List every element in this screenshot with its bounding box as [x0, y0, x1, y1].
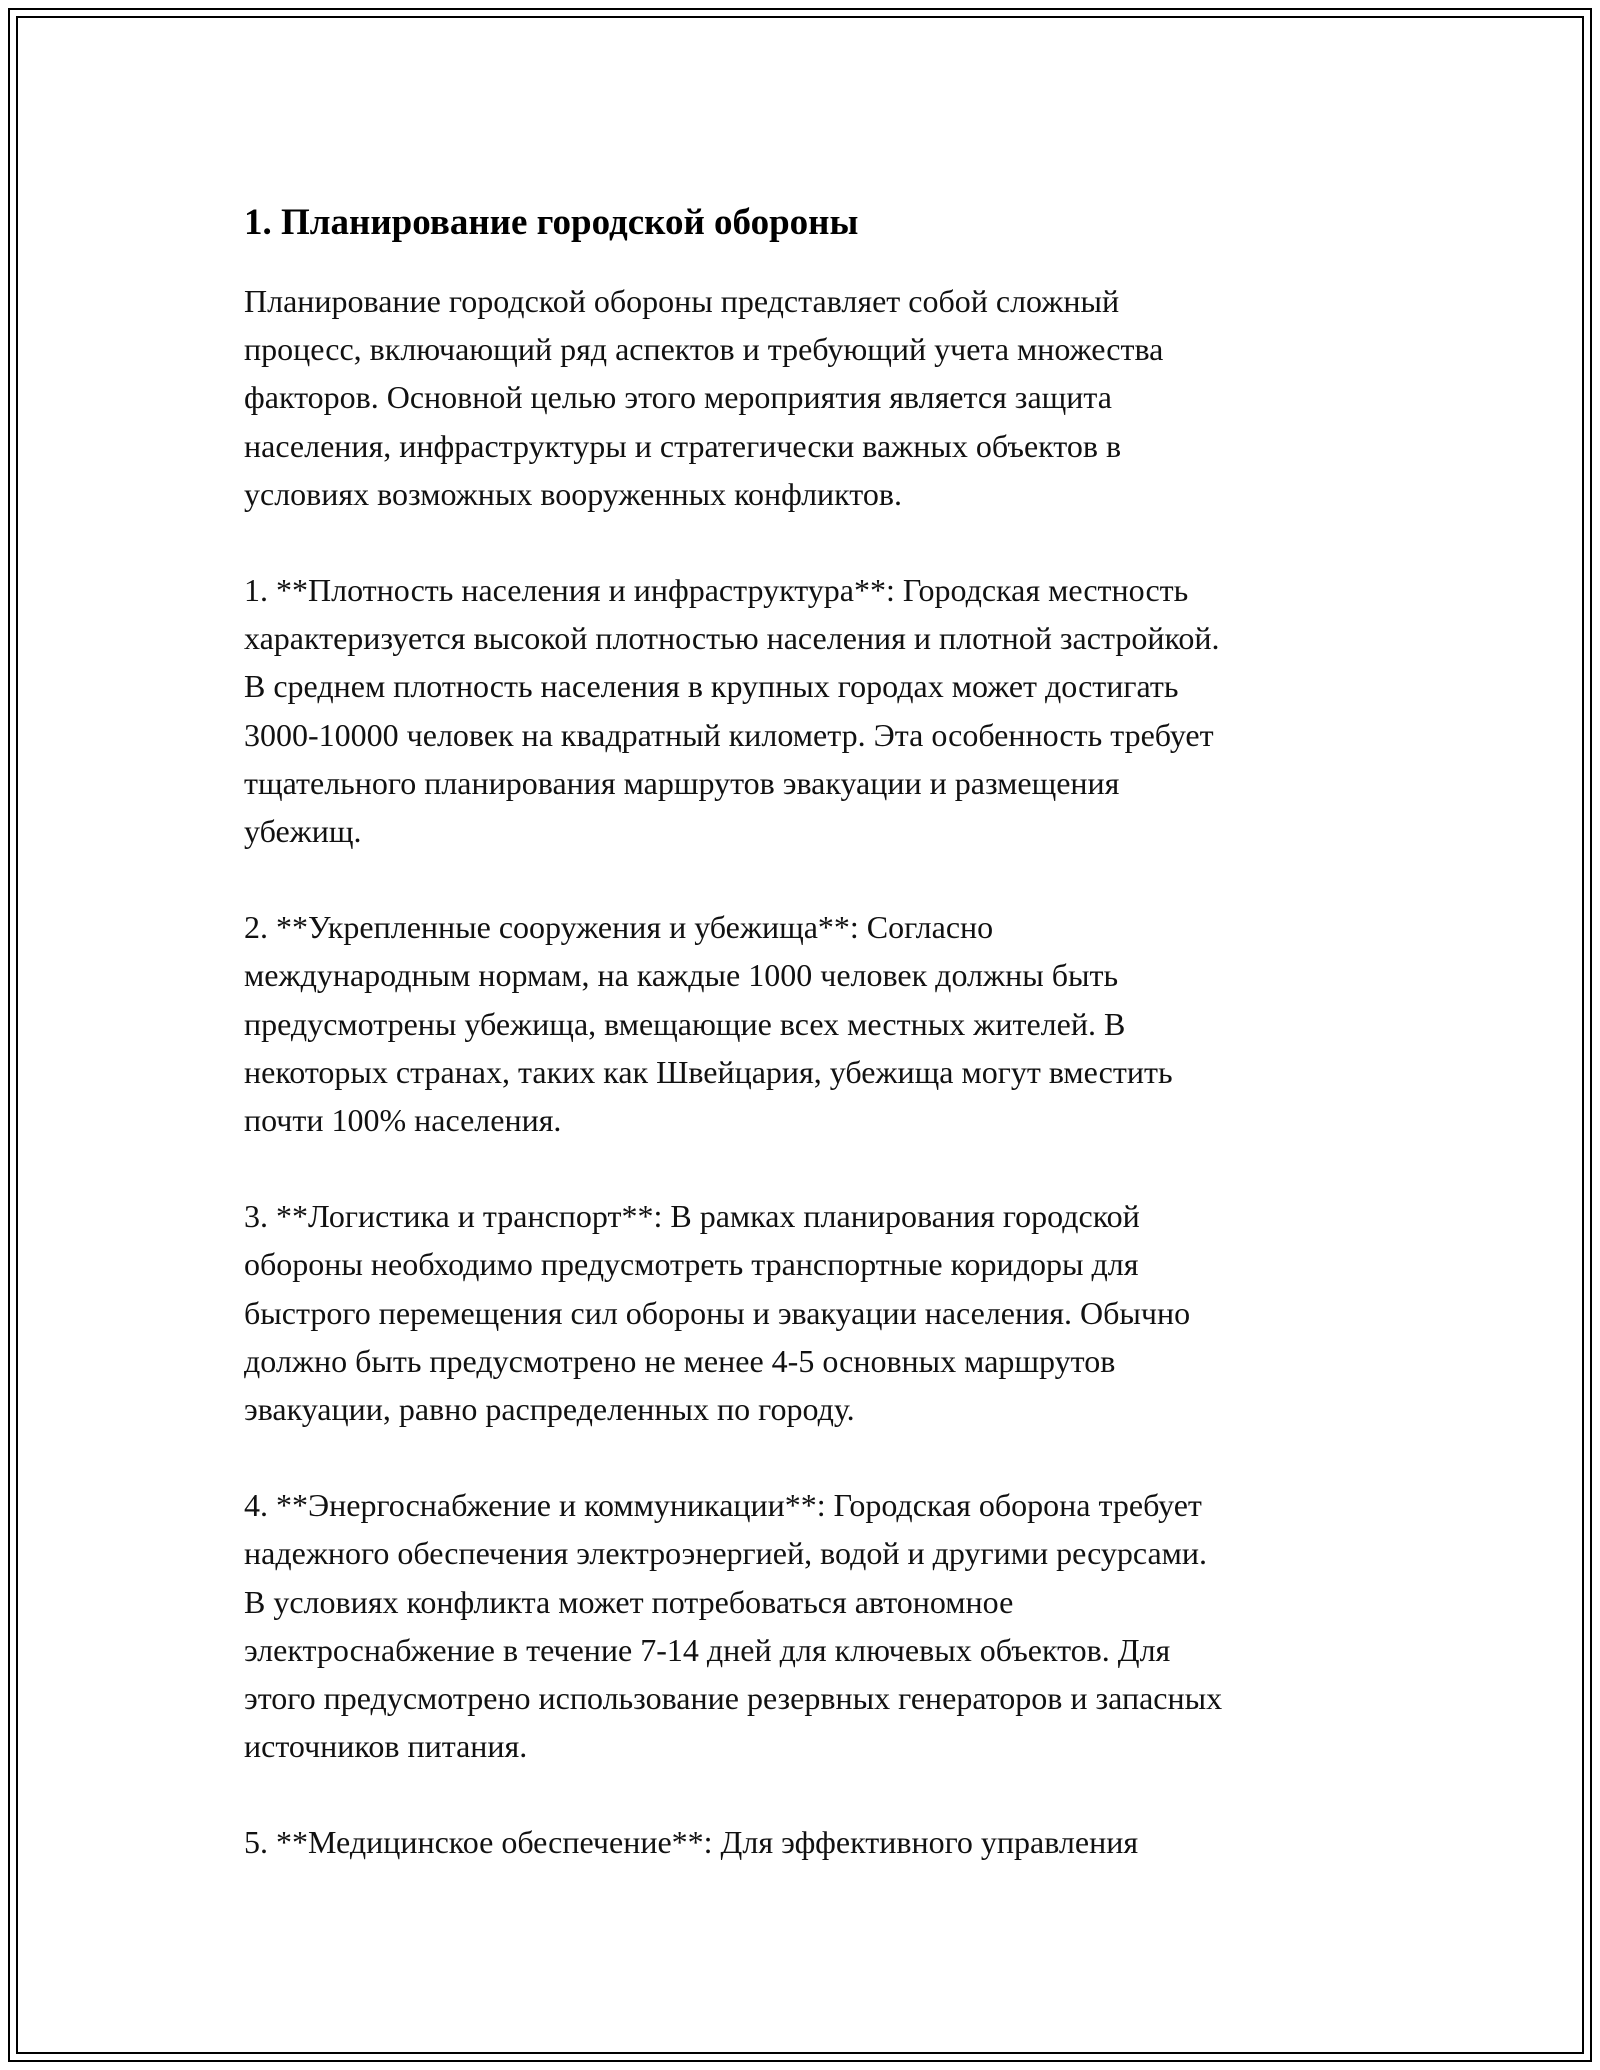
document-content: [244, 195, 1394, 1915]
intro-paragraph: Планирование городской обороны представляет собой сложный процесс, включающий ряд аспектов и требующий учета множества факторов. Основной целью этого мероприятия является защита населения, инфраструктуры и стратегически важных объектов в условиях возможных вооруженных конфликтов.: [244, 283, 1164, 512]
item-energy-communications: 4. **Энергоснабжение и коммуникации**: Городская оборона требует надежного обеспечения электроэнергией, водой и другими ресурсами. В условиях конфликта может потребоваться автономное электроснабжение в течение 7-14 дней для ключевых объектов. Для этого предусмотрено использование резервных генераторов и запасных источников питания.: [244, 1487, 1223, 1765]
item-logistics-transport: 3. **Логистика и транспорт**: В рамках планирования городской обороны необходимо предусмотреть транспортные коридоры для быстрого перемещения сил обороны и эвакуации населения. Обычно должно быть предусмотрено не менее 4-5 основных маршрутов эвакуации, равно распределенных по городу.: [244, 1198, 1191, 1428]
item-medical-support: 5. **Медицинское обеспечение**: Для эффективного управления: [244, 1824, 1139, 1861]
document-page: [8, 8, 1592, 2062]
section-heading: 1. Планирование городской обороны: [244, 202, 859, 243]
item-population-density: 1. **Плотность населения и инфраструктура**: Городская местность характеризуется высокой плотностью населения и плотной застройкой. В среднем плотность населения в крупных городах может достигать 3000-10000 человек на квадратный километр. Эта особенность требует тщательного планирования маршрутов эвакуации и размещения убежищ.: [244, 572, 1220, 850]
item-fortifications-shelters: 2. **Укрепленные сооружения и убежища**: Согласно международным нормам, на каждые 1000 человек должны быть предусмотрены убежища, вмещающие всех местных жителей. В некоторых странах, таких как Швейцария, убежища могут вместить почти 100% населения.: [244, 909, 1173, 1139]
